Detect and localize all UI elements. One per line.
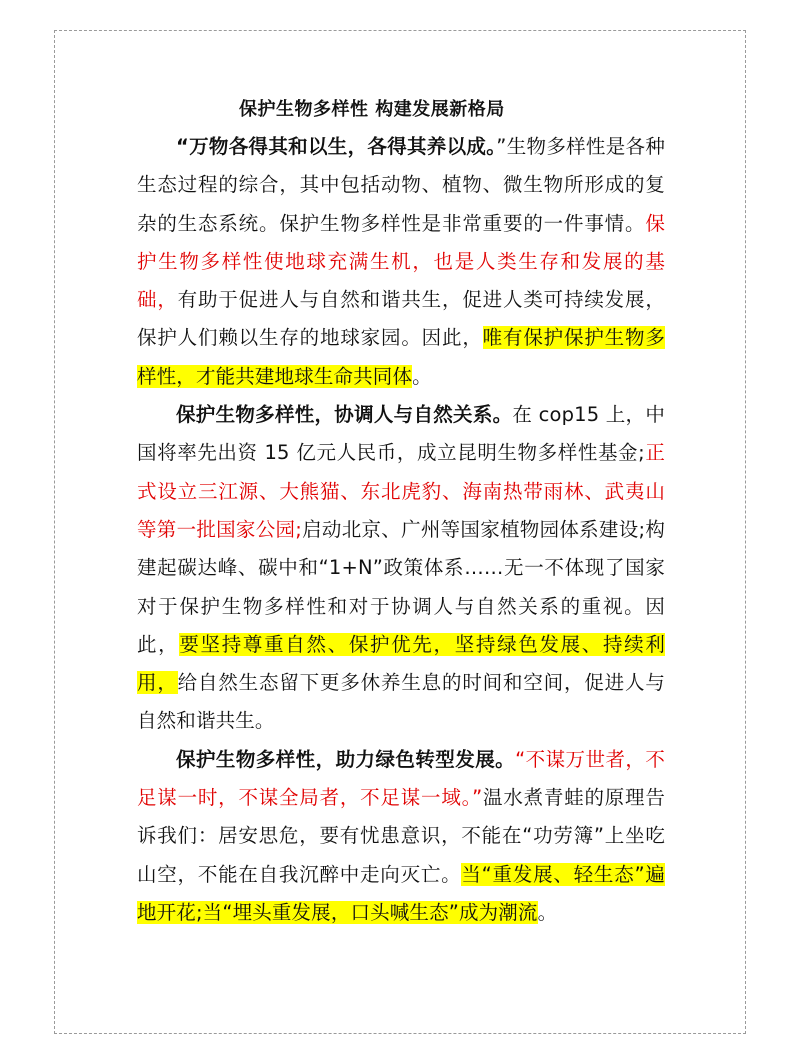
- paragraph-2-text-2: 启动北京、广州等国家植物园体系建设;构建起碳达峰、碳中和“1+N”政策体系……无一不体现了国家对于保护生物多样性和对于协调人与自然关系的重视。因此，: [137, 517, 666, 656]
- paragraph-1-highlight: 唯有保护保护生物多样性，才能共建地球生命共同体: [137, 326, 665, 388]
- paragraph-2-highlight: 要坚持尊重自然、保护优先，坚持绿色发展、持续利用，: [137, 632, 665, 695]
- document-title: 保护生物多样性 构建发展新格局: [239, 99, 505, 120]
- paragraph-1-text: ”生物多样性是各种生态过程的综合，其中包括动物、植物、微生物所形成的复杂的生态系统。保护生物多样性是非常重要的一件事情。: [137, 135, 666, 235]
- paragraph-2-text: 在 cop15 上，中国将率先出资 15 亿元人民币，成立昆明生物多样性基金;: [137, 403, 665, 465]
- paragraph-3-text: 温水煮青蛙的原理告诉我们：居安思危，要有忧患意识，不能在“功劳簿”上坐吃山空，不能在自我沉醉中走向灭亡。: [137, 786, 665, 886]
- paragraph-3-heading: 保护生物多样性，助力绿色转型发展。: [176, 747, 516, 771]
- paragraph-1-lead-quote: “万物各得其和以生，各得其养以成。: [176, 135, 497, 158]
- paragraph-1-text-2: 有助于促进人与自然和谐共生，促进人类可持续发展，保护人们赖以生存的地球家园。因此，: [137, 288, 665, 350]
- paragraph-1-red-text: 保护生物多样性使地球充满生机，也是人类生存和发展的基础，: [137, 211, 665, 312]
- document-body: [137, 92, 665, 932]
- paragraph-3-red-quote: “不谋万世者，不足谋一时，不谋全局者，不足谋一域。”: [137, 747, 665, 810]
- paragraph-2: [137, 396, 665, 741]
- paragraph-2-red-text: 正式设立三江源、大熊猫、东北虎豹、海南热带雨林、武夷山等第一批国家公园;: [137, 441, 665, 541]
- paragraph-2-end: 给自然生态留下更多休养生息的时间和空间，促进人与自然和谐共生。: [137, 671, 665, 733]
- paragraph-2-heading: 保护生物多样性，协调人与自然关系。: [176, 403, 513, 427]
- paragraph-1: [137, 128, 665, 396]
- paragraph-3: [137, 741, 665, 932]
- paragraph-1-end: 。: [412, 364, 432, 388]
- paragraph-3-end: 。: [537, 900, 558, 924]
- paragraph-3-highlight: 当“重发展、轻生态”遍地开花;当“埋头重发展，口头喊生态”成为潮流: [137, 862, 665, 924]
